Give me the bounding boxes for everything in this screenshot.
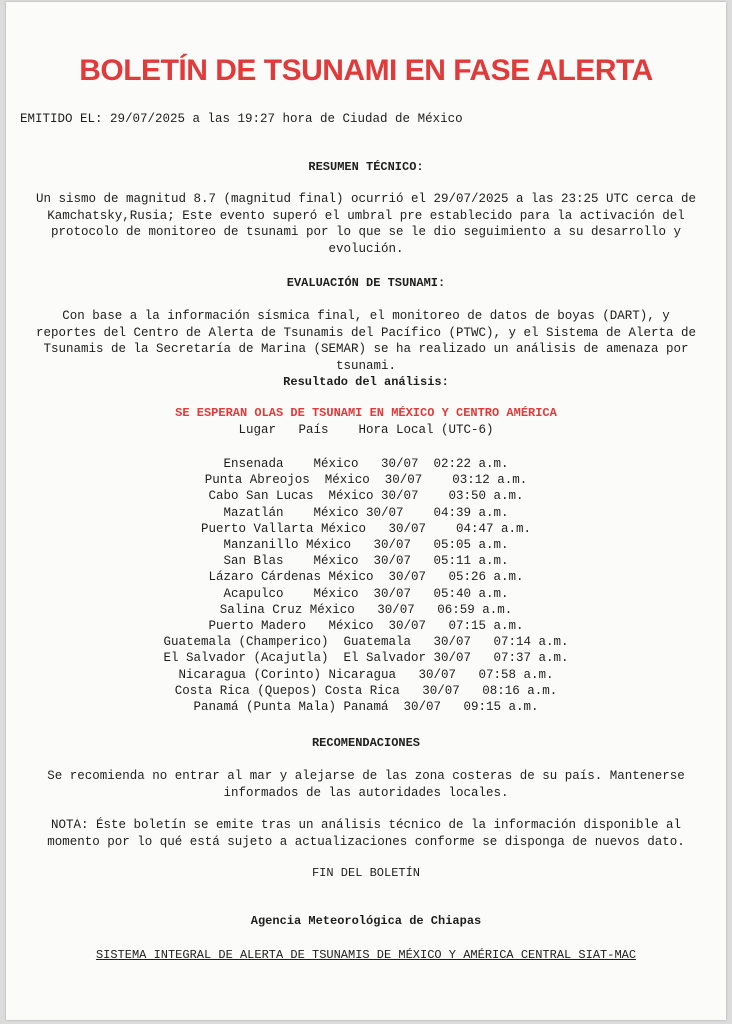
technical-summary-text: Un sismo de magnitud 8.7 (magnitud final) ocurrió el 29/07/2025 a las 23:25 UTC cerca de Kamchatsky,Rusia; Este evento superó el umbral pre establecido para la activación del protocolo de monitoreo de tsunami por lo que se le dio seguimiento a su desarrollo y evolución. xyxy=(35,192,697,256)
table-row: Costa Rica (Quepos) Costa Rica 30/07 08:16 a.m. xyxy=(174,683,558,698)
table-row: Punta Abreojos México 30/07 03:12 a.m. xyxy=(204,473,528,488)
analysis-result-heading: Resultado del análisis: xyxy=(283,375,449,389)
table-row: San Blas México 30/07 05:11 a.m. xyxy=(223,554,509,569)
table-row: El Salvador (Acajutla) El Salvador 30/07 07:37 a.m. xyxy=(163,651,569,666)
alert-system-name: SISTEMA INTEGRAL DE ALERTA DE TSUNAMIS DE MÉXICO Y AMÉRICA CENTRAL SIAT-MAC xyxy=(95,948,637,962)
recommendations-text: Se recomienda no entrar al mar y alejarse de las zona costeras de su país. Mantenerse informados de las autoridades locales. xyxy=(47,769,685,800)
table-row: Puerto Madero México 30/07 07:15 a.m. xyxy=(208,619,524,634)
table-row: Cabo San Lucas México 30/07 03:50 a.m. xyxy=(208,489,524,504)
table-row: Panamá (Punta Mala) Panamá 30/07 09:15 a.m. xyxy=(193,700,539,715)
bulletin-title: BOLETÍN DE TSUNAMI EN FASE ALERTA xyxy=(79,54,653,87)
note-text: NOTA: Éste boletín se emite tras un análisis técnico de la información disponible al momento por lo qué está sujeto a actualizaciones conforme se disponga de nuevos dato. xyxy=(47,818,685,849)
table-row: Guatemala (Champerico) Guatemala 30/07 07:14 a.m. xyxy=(163,635,569,650)
end-of-bulletin: FIN DEL BOLETÍN xyxy=(311,866,421,880)
tsunami-alert-banner: SE ESPERAN OLAS DE TSUNAMI EN MÉXICO Y CENTRO AMÉRICA xyxy=(175,406,557,420)
table-row: Ensenada México 30/07 02:22 a.m. xyxy=(223,457,509,471)
bulletin-page xyxy=(6,2,726,1020)
table-row: Puerto Vallarta México 30/07 04:47 a.m. xyxy=(200,521,532,536)
table-row: Mazatlán México 30/07 04:39 a.m. xyxy=(223,505,509,520)
table-row: Nicaragua (Corinto) Nicaragua 30/07 07:58 a.m. xyxy=(178,667,554,682)
table-row: Acapulco México 30/07 05:40 a.m. xyxy=(223,586,509,601)
table-row: Lázaro Cárdenas México 30/07 05:26 a.m. xyxy=(208,570,524,585)
tsunami-evaluation-text: Con base a la información sísmica final, el monitoreo de datos de boyas (DART), y reportes del Centro de Alerta de Tsunamis del Pacífico (PTWC), y el Sistema de Alerta de Tsunamis de la Secretaría de Marina (SEMAR) se ha realizado un análisis de amenaza por tsunami. xyxy=(35,309,697,373)
tsunami-evaluation-heading: EVALUACIÓN DE TSUNAMI: xyxy=(286,276,446,290)
technical-summary-heading: RESUMEN TÉCNICO: xyxy=(308,160,424,174)
arrival-times-list xyxy=(6,456,726,715)
recommendations-heading: RECOMENDACIONES xyxy=(311,736,421,750)
table-row: Manzanillo México 30/07 05:05 a.m. xyxy=(223,538,509,553)
table-header: Lugar País Hora Local (UTC-6) xyxy=(238,423,494,437)
issued-timestamp: EMITIDO EL: 29/07/2025 a las 19:27 hora de Ciudad de México xyxy=(20,112,463,126)
table-row: Salina Cruz México 30/07 06:59 a.m. xyxy=(219,602,513,617)
agency-name: Agencia Meteorológica de Chiapas xyxy=(250,914,482,928)
